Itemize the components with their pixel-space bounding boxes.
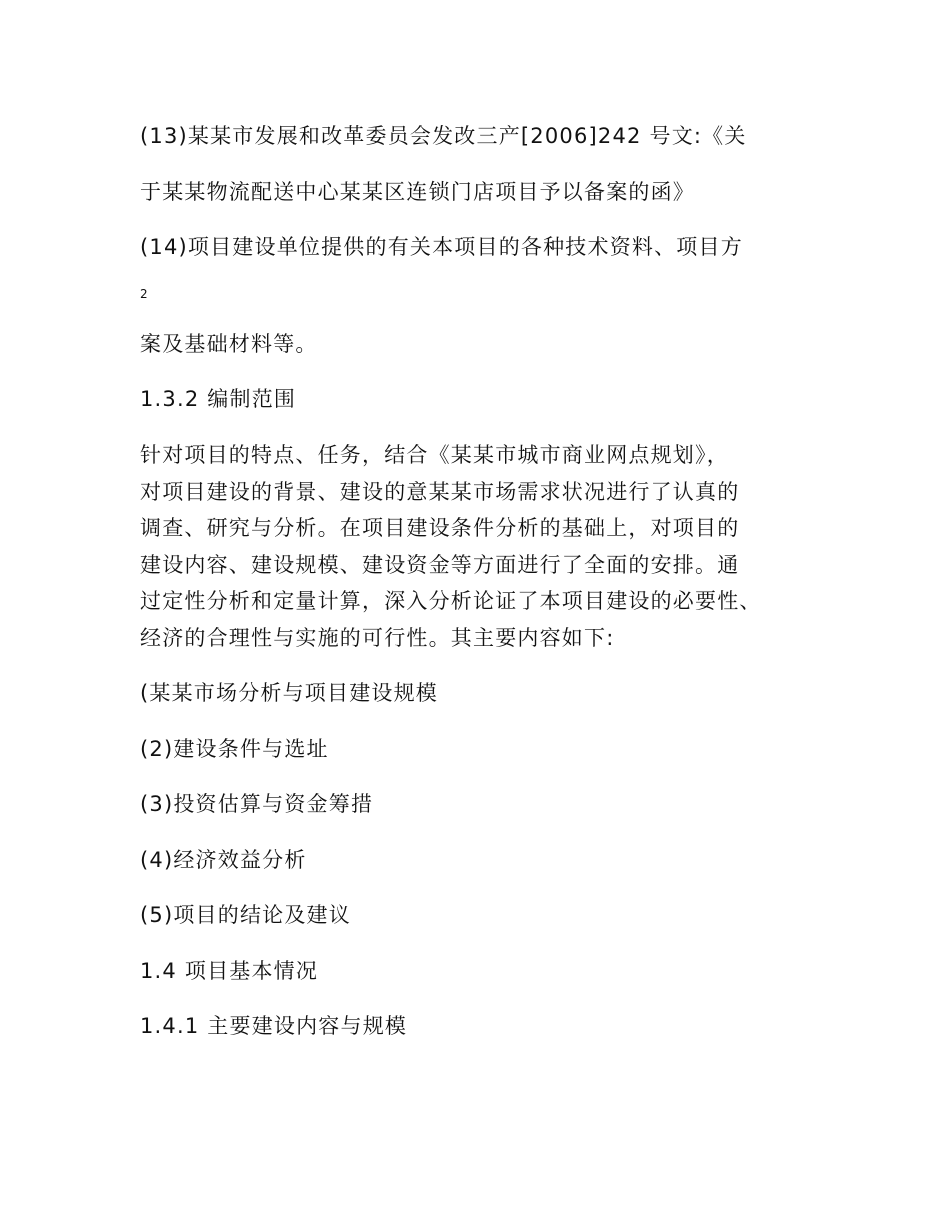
scope-paragraph-line: 建设内容、建设规模、建设资金等方面进行了全面的安排。通 — [140, 552, 740, 577]
reference-14-line-1: (14)项目建设单位提供的有关本项目的各种技术资料、项目方 — [140, 235, 743, 259]
reference-14-line-2: 案及基础材料等。 — [140, 332, 318, 356]
list-item: (5)项目的结论及建议 — [140, 903, 351, 927]
scope-paragraph-line: 过定性分析和定量计算，深入分析论证了本项目建设的必要性、 — [140, 589, 762, 613]
scope-paragraph-line: 调查、研究与分析。在项目建设条件分析的基础上，对项目的 — [140, 516, 740, 540]
list-item: (3)投资估算与资金筹措 — [140, 792, 374, 816]
reference-13-line-2: 于某某物流配送中心某某区连锁门店项目予以备案的函》 — [140, 180, 695, 204]
list-item: (4)经济效益分析 — [140, 848, 307, 872]
section-heading-1-3-2: 1.3.2 编制范围 — [140, 387, 297, 411]
section-heading-1-4: 1.4 项目基本情况 — [140, 959, 319, 983]
scope-paragraph-line: 针对项目的特点、任务，结合《某某市城市商业网点规划》， — [140, 443, 729, 467]
page-number: 2 — [140, 287, 148, 301]
scope-paragraph-line: 经济的合理性与实施的可行性。其主要内容如下: — [140, 625, 615, 650]
scope-paragraph-line: 对项目建设的背景、建设的意某某市场需求状况进行了认真的 — [140, 479, 740, 504]
list-item: (2)建设条件与选址 — [140, 737, 329, 761]
section-heading-1-4-1: 1.4.1 主要建设内容与规模 — [140, 1014, 408, 1038]
scope-paragraph — [140, 437, 830, 656]
reference-13-line-1: (13)某某市发展和改革委员会发改三产[2006]242 号文:《关 — [140, 124, 747, 148]
list-item: (某某市场分析与项目建设规模 — [140, 681, 438, 705]
